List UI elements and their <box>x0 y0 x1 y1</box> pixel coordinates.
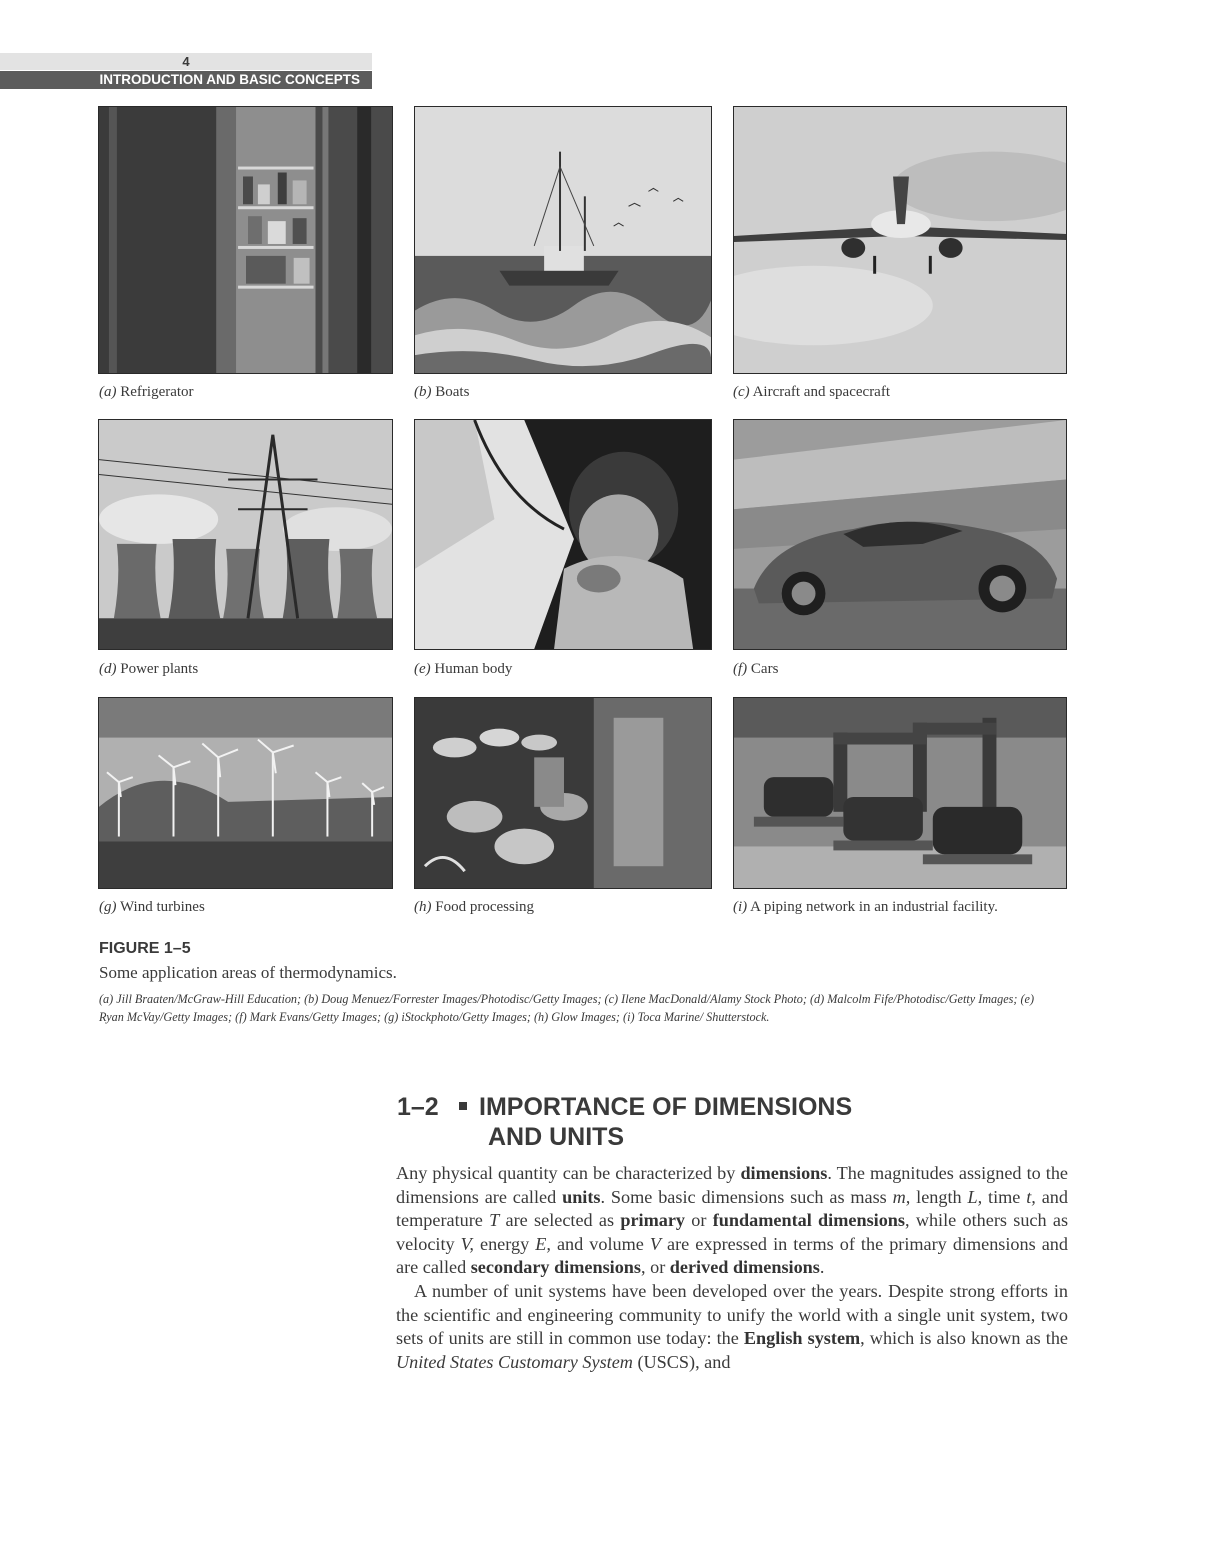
piping-network-photo <box>733 697 1067 889</box>
body-text <box>396 1162 1068 1374</box>
figure-caption: Some application areas of thermodynamics. <box>99 963 397 982</box>
human-body-photo <box>414 419 712 650</box>
chapter-header: INTRODUCTION AND BASIC CONCEPTS <box>0 71 372 89</box>
caption-d: (d) Power plants <box>99 661 199 677</box>
figure-label: FIGURE 1–5 <box>99 940 191 957</box>
caption-f: (f) Cars <box>733 661 779 677</box>
bullet-square-icon <box>459 1102 467 1110</box>
car-photo <box>733 419 1067 650</box>
section-title-line2: AND UNITS <box>488 1123 625 1151</box>
section-heading <box>397 1092 1037 1152</box>
boat-photo <box>414 106 712 374</box>
paragraph-1: Any physical quantity can be characterized by dimensions. The magnitudes assigned to the dimensions are called units. Some basic dimensions such as mass m, length L, time t, and temperature T are selected as primary or fundamental dimensions, while others such as velocity V, energy E, and volume V are expressed in terms of the primary dimensions and are called secondary dimensions, or derived dimensions. <box>396 1163 1069 1278</box>
caption-h: (h) Food processing <box>414 899 534 915</box>
caption-b: (b) Boats <box>414 384 470 400</box>
aircraft-photo <box>733 106 1067 374</box>
caption-a: (a) Refrigerator <box>99 384 194 400</box>
caption-g: (g) Wind turbines <box>99 899 205 915</box>
paragraph-2: A number of unit systems have been developed over the years. Despite strong efforts in the scientific and engineering community to unify the world with a single unit system, two sets of units are still in common use today: the English system, which is also known as the United States Customary System (USCS), and <box>396 1280 1069 1372</box>
caption-e: (e) Human body <box>414 661 513 677</box>
power-plant-photo <box>98 419 393 650</box>
food-processing-photo <box>414 697 712 889</box>
page-number: 4 <box>0 53 372 70</box>
caption-i: (i) A piping network in an industrial facility. <box>733 899 998 915</box>
caption-c: (c) Aircraft and spacecraft <box>733 384 891 400</box>
refrigerator-photo <box>98 106 393 374</box>
figure-credits: (a) Jill Braaten/McGraw-Hill Education; (b) Doug Menuez/Forrester Images/Photodisc/Getty Images; (c) Ilene MacDonald/Alamy Stock Photo; (d) Malcolm Fife/Photodisc/Getty Images; (e) Ryan McVay/Getty Images; (f) Mark Evans/Getty Images; (g) iStockphoto/Getty Images; (h) Glow Images; (i) Toca Marine/ Shutterstock. <box>99 992 1035 1024</box>
wind-turbines-photo <box>98 697 393 889</box>
section-title-line1: IMPORTANCE OF DIMENSIONS <box>479 1093 853 1121</box>
section-number: 1–2 <box>397 1093 439 1121</box>
